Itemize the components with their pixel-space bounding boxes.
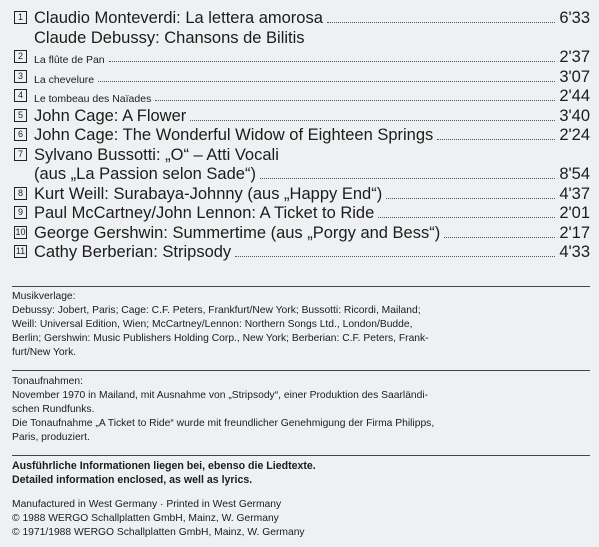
section-divider	[12, 370, 590, 371]
track-number-box: 8	[14, 187, 27, 200]
track-number-box: 5	[14, 109, 27, 122]
track-row	[12, 86, 590, 106]
track-row	[12, 47, 590, 67]
track-title: Sylvano Bussotti: „O“ – Atti Vocali	[34, 145, 279, 164]
dot-leader	[190, 120, 555, 121]
track-title: (aus „La Passion selon Sade“)	[34, 165, 256, 183]
dot-leader	[260, 178, 555, 179]
info-german: Ausführliche Informationen liegen bei, ebenso die Liedtexte.	[12, 460, 316, 472]
dot-leader	[109, 61, 555, 62]
track-row	[12, 223, 590, 243]
dot-leader	[235, 256, 555, 257]
track-title: Paul McCartney/John Lennon: A Ticket to Ride	[34, 204, 375, 222]
track-duration: 2'24	[559, 126, 590, 144]
dot-leader	[437, 139, 555, 140]
track-duration: 2'37	[559, 48, 590, 66]
dot-leader	[444, 237, 555, 238]
musikverlage-line: Weill: Universal Edition, Wien; McCartney/Lennon: Northern Songs Ltd., London/Budde,	[12, 319, 413, 330]
track-title: La chevelure	[34, 73, 95, 86]
track-duration: 3'07	[559, 67, 590, 86]
tonaufnahmen-line: Paris, produziert.	[12, 432, 90, 443]
track-duration: 6'33	[559, 9, 590, 27]
track-duration: 2'44	[559, 87, 590, 105]
track-row	[12, 184, 590, 204]
track-row	[12, 8, 590, 28]
track-title: John Cage: A Flower	[34, 106, 187, 125]
copyright-line: © 1988 WERGO Schallplatten GmbH, Mainz, W. Germany	[12, 513, 279, 524]
track-number-box: 4	[14, 89, 27, 102]
track-number-box: 7	[14, 148, 27, 161]
tonaufnahmen-line: November 1970 in Mailand, mit Ausnahme von „Stripsody“, einer Produktion des Saarländi-	[12, 390, 429, 401]
track-number-box: 3	[14, 70, 27, 83]
track-row	[12, 67, 590, 87]
track-duration: 8'54	[559, 165, 590, 183]
section-divider	[12, 286, 590, 287]
track-row	[12, 203, 590, 223]
track-number-box: 10	[15, 226, 26, 237]
phonographic-copyright-line: © 1971/1988 WERGO Schallplatten GmbH, Mainz, W. Germany	[12, 527, 305, 538]
track-duration: 2'01	[559, 204, 590, 222]
dot-leader	[98, 81, 555, 82]
track-duration: 4'33	[559, 243, 590, 261]
track-number-box: 1	[14, 11, 27, 24]
track-number-box: 11	[15, 246, 26, 256]
tonaufnahmen-heading: Tonaufnahmen:	[12, 376, 83, 387]
track-title: La flûte de Pan	[34, 54, 105, 66]
track-number-box: 9	[14, 206, 27, 219]
tonaufnahmen-line: schen Rundfunks.	[12, 404, 95, 415]
track-duration: 3'40	[559, 106, 590, 125]
track-title: George Gershwin: Summertime (aus „Porgy and Bess“)	[34, 223, 441, 242]
musikverlage-line: furt/New York.	[12, 347, 77, 358]
track-duration: 4'37	[559, 184, 590, 203]
track-row	[12, 106, 590, 126]
section-divider	[12, 455, 590, 456]
track-row	[12, 242, 590, 262]
track-row	[12, 164, 590, 184]
dot-leader	[155, 100, 555, 101]
musikverlage-line: Debussy: Jobert, Paris; Cage: C.F. Peters, Frankfurt/New York; Bussotti: Ricordi, Mailand;	[12, 305, 421, 316]
dot-leader	[378, 217, 555, 218]
track-row	[12, 145, 590, 165]
musikverlage-heading: Musikverlage:	[12, 291, 76, 302]
tonaufnahmen-line: Die Tonaufnahme „A Ticket to Ride“ wurde mit freundlicher Genehmigung der Firma Philipps,	[12, 418, 435, 429]
manufactured-line: Manufactured in West Germany · Printed in West Germany	[12, 499, 282, 510]
info-english: Detailed information enclosed, as well as lyrics.	[12, 474, 253, 486]
track-row	[12, 28, 590, 48]
track-title: Cathy Berberian: Stripsody	[34, 243, 232, 261]
track-number-box: 6	[14, 128, 27, 141]
dot-leader	[386, 198, 555, 199]
track-title: Kurt Weill: Surabaya-Johnny (aus „Happy End“)	[34, 184, 383, 203]
track-title: John Cage: The Wonderful Widow of Eighteen Springs	[34, 126, 434, 144]
track-duration: 2'17	[559, 223, 590, 242]
track-title: Claude Debussy: Chansons de Bilitis	[34, 28, 305, 47]
track-title: Le tombeau des Naïades	[34, 93, 152, 105]
musikverlage-line: Berlin; Gershwin: Music Publishers Holding Corp., New York; Berberian: C.F. Peters, Frank-	[12, 333, 429, 344]
dot-leader	[327, 22, 555, 23]
track-row	[12, 125, 590, 145]
track-number-box: 2	[14, 50, 27, 63]
track-title: Claudio Monteverdi: La lettera amorosa	[34, 9, 323, 27]
